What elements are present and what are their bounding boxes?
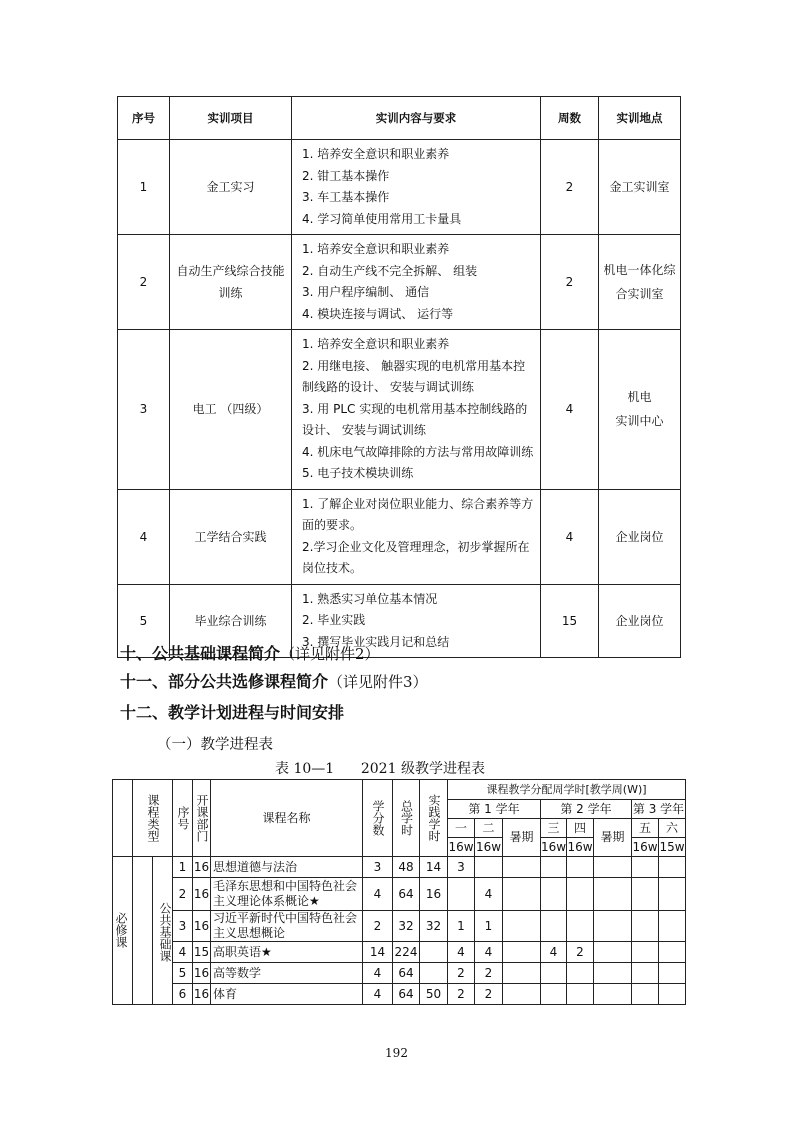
header-course-type: 课程类型 (133, 780, 173, 857)
heading-note: （详见附件2） (280, 645, 380, 663)
course-name: 体育 (211, 984, 363, 1005)
header-course-name: 课程名称 (211, 780, 363, 857)
training-content-item: 2. 用继电接、 触器实现的电机常用基本控制线路的设计、 安装与调试训练 (302, 358, 526, 394)
semester-hours (503, 878, 541, 911)
semester-hours (594, 963, 632, 984)
training-content-item: 5. 电子技术模块训练 (302, 466, 414, 480)
training-content-item: 3. 撰写毕业实践月记和总结 (302, 634, 450, 649)
course-name: 毛泽东思想和中国特色社会主义理论体系概论★ (211, 878, 363, 911)
training-content-item: 3. 车工基本操作 (302, 190, 390, 204)
header-year-2: 第 2 学年 (541, 800, 632, 819)
training-weeks: 15 (541, 584, 599, 658)
header-weeks-5: 16w (632, 838, 659, 857)
course-hours: 32 (393, 911, 420, 942)
training-content (292, 235, 541, 330)
header-summer-1: 暑期 (503, 819, 541, 857)
course-credit: 4 (363, 963, 393, 984)
training-weeks: 4 (541, 489, 599, 584)
semester-hours (659, 984, 686, 1005)
course-name: 高职英语★ (211, 942, 363, 963)
course-dept: 16 (193, 878, 211, 911)
training-content (292, 330, 541, 490)
semester-hours (503, 963, 541, 984)
training-content-item: 3. 用户程序编制、 通信 (302, 285, 430, 299)
course-dept: 16 (193, 963, 211, 984)
training-table (117, 96, 681, 658)
training-row (118, 330, 681, 490)
schedule-caption: 表 10—1 2021 级教学进程表 (275, 761, 485, 777)
course-dept: 16 (193, 857, 211, 878)
semester-hours (594, 942, 632, 963)
semester-hours (541, 911, 567, 942)
semester-hours (659, 911, 686, 942)
semester-hours (541, 857, 567, 878)
header-sem-5: 五 (632, 819, 659, 838)
schedule-row (113, 911, 686, 942)
header-distribution: 课程教学分配周学时[教学周(W)] (448, 780, 686, 800)
blank-subcategory (133, 857, 153, 1005)
training-location: 机电 实训中心 (599, 330, 681, 490)
training-no: 5 (118, 584, 170, 658)
header-weeks-4: 16w (567, 838, 594, 857)
training-location: 企业岗位 (599, 584, 681, 658)
header-weeks-6: 15w (659, 838, 686, 857)
heading-note: （详见附件3） (328, 673, 428, 691)
header-dept: 开课部门 (193, 780, 211, 857)
semester-hours (632, 857, 659, 878)
course-credit: 4 (363, 878, 393, 911)
course-hours: 48 (393, 857, 420, 878)
semester-hours: 2 (475, 963, 503, 984)
course-practice: 50 (420, 984, 448, 1005)
semester-hours: 2 (448, 984, 475, 1005)
semester-hours: 1 (475, 911, 503, 942)
schedule-row (113, 963, 686, 984)
semester-hours (541, 984, 567, 1005)
training-content-item: 1. 熟悉实习单位基本情况 (302, 591, 438, 606)
training-content-item: 2. 钳工基本操作 (302, 168, 390, 183)
course-seq: 4 (173, 942, 193, 963)
course-seq: 3 (173, 911, 193, 942)
training-project: 工学结合实践 (170, 489, 292, 584)
semester-hours (594, 878, 632, 911)
semester-hours (475, 857, 503, 878)
schedule-row (113, 857, 686, 878)
header-practice: 实践学时 (420, 780, 448, 857)
training-project: 电工 （四级） (170, 330, 292, 490)
training-no: 3 (118, 330, 170, 490)
training-content-item: 1. 培养安全意识和职业素养 (302, 242, 450, 256)
training-no: 4 (118, 489, 170, 584)
schedule-row (113, 984, 686, 1005)
header-sem-1: 一 (448, 819, 475, 838)
semester-hours (567, 984, 594, 1005)
semester-hours (659, 963, 686, 984)
header-year-3: 第 3 学年 (632, 800, 686, 819)
semester-hours: 2 (475, 984, 503, 1005)
course-name: 高等数学 (211, 963, 363, 984)
training-content-item: 4. 模块连接与调试、 运行等 (302, 306, 454, 321)
category-required: 必修课 (113, 857, 133, 1005)
training-no: 2 (118, 235, 170, 330)
header-content: 实训内容与要求 (292, 97, 541, 140)
training-weeks: 2 (541, 140, 599, 235)
training-project: 金工实习 (170, 140, 292, 235)
semester-hours (503, 857, 541, 878)
heading-title: 十、公共基础课程简介 (120, 644, 281, 663)
semester-hours (594, 911, 632, 942)
schedule-row (113, 942, 686, 963)
heading-public-elective (120, 669, 428, 692)
course-practice: 14 (420, 857, 448, 878)
semester-hours (632, 878, 659, 911)
semester-hours (567, 911, 594, 942)
schedule-row (113, 878, 686, 911)
training-row (118, 140, 681, 235)
training-content-item: 2. 自动生产线不完全拆解、 组装 (302, 263, 478, 278)
header-sem-3: 三 (541, 819, 567, 838)
course-dept: 16 (193, 984, 211, 1005)
semester-hours (632, 984, 659, 1005)
semester-hours (567, 963, 594, 984)
training-content-item: 4. 学习简单使用常用工卡量具 (302, 211, 462, 226)
semester-hours (503, 911, 541, 942)
header-summer-2: 暑期 (594, 819, 632, 857)
training-content-item: 2. 毕业实践 (302, 613, 366, 627)
schedule-table-body (113, 857, 686, 1005)
course-practice: 16 (420, 878, 448, 911)
course-hours: 224 (393, 942, 420, 963)
header-year-1: 第 1 学年 (448, 800, 541, 819)
semester-hours (659, 942, 686, 963)
course-credit: 14 (363, 942, 393, 963)
heading-title: 十一、部分公共选修课程简介 (120, 672, 329, 691)
training-location: 机电一体化综合实训室 (599, 235, 681, 330)
semester-hours (659, 878, 686, 911)
course-hours: 64 (393, 963, 420, 984)
training-row (118, 489, 681, 584)
semester-hours (659, 857, 686, 878)
header-weeks: 周数 (541, 97, 599, 140)
semester-hours (632, 942, 659, 963)
course-credit: 2 (363, 911, 393, 942)
course-seq: 1 (173, 857, 193, 878)
course-name: 习近平新时代中国特色社会主义思想概论 (211, 911, 363, 942)
semester-hours: 3 (448, 857, 475, 878)
semester-hours: 4 (475, 942, 503, 963)
header-weeks-2: 16w (475, 838, 503, 857)
schedule-table (112, 779, 686, 1005)
training-row (118, 235, 681, 330)
training-project: 自动生产线综合技能训练 (170, 235, 292, 330)
semester-hours (448, 878, 475, 911)
heading-title: 十二、教学计划进程与时间安排 (120, 703, 345, 722)
semester-hours (503, 984, 541, 1005)
training-content-item: 1. 了解企业对岗位职业能力、综合素养等方面的要求。 (302, 496, 534, 532)
training-weeks: 2 (541, 235, 599, 330)
semester-hours: 4 (448, 942, 475, 963)
course-hours: 64 (393, 878, 420, 911)
semester-hours (503, 942, 541, 963)
course-credit: 4 (363, 984, 393, 1005)
header-weeks-3: 16w (541, 838, 567, 857)
course-credit: 3 (363, 857, 393, 878)
header-no: 序号 (118, 97, 170, 140)
course-practice (420, 963, 448, 984)
course-seq: 5 (173, 963, 193, 984)
header-sem-2: 二 (475, 819, 503, 838)
course-seq: 2 (173, 878, 193, 911)
semester-hours (567, 857, 594, 878)
course-practice (420, 942, 448, 963)
header-seq: 序号 (173, 780, 193, 857)
training-content (292, 140, 541, 235)
semester-hours: 4 (541, 942, 567, 963)
semester-hours (632, 963, 659, 984)
semester-hours: 2 (567, 942, 594, 963)
header-credit: 学分数 (363, 780, 393, 857)
course-hours: 64 (393, 984, 420, 1005)
semester-hours (567, 878, 594, 911)
semester-hours (541, 963, 567, 984)
course-practice: 32 (420, 911, 448, 942)
training-content-item: 3. 用 PLC 实现的电机常用基本控制线路的设计、 安装与调试训练 (302, 401, 528, 437)
semester-hours (541, 878, 567, 911)
training-content-item: 1. 培养安全意识和职业素养 (302, 147, 450, 161)
training-table-body (118, 140, 681, 658)
training-location: 金工实训室 (599, 140, 681, 235)
training-content-item: 2.学习企业文化及管理理念，初步掌握所在岗位技术。 (302, 539, 530, 575)
training-content-item: 4. 机床电气故障排除的方法与常用故障训练 (302, 444, 534, 459)
header-sem-4: 四 (567, 819, 594, 838)
header-location: 实训地点 (599, 97, 681, 140)
heading-teaching-plan (120, 700, 344, 723)
heading-public-basic (120, 641, 380, 664)
header-hours: 总学时 (393, 780, 420, 857)
semester-hours: 2 (448, 963, 475, 984)
training-weeks: 4 (541, 330, 599, 490)
training-no: 1 (118, 140, 170, 235)
semester-hours (594, 984, 632, 1005)
page-number: 192 (385, 1046, 408, 1060)
header-sem-6: 六 (659, 819, 686, 838)
blank-corner (113, 780, 133, 857)
header-project: 实训项目 (170, 97, 292, 140)
training-content-item: 1. 培养安全意识和职业素养 (302, 337, 450, 351)
category-public-basic: 公共基础课 (153, 857, 173, 1005)
training-project: 毕业综合训练 (170, 584, 292, 658)
course-seq: 6 (173, 984, 193, 1005)
course-dept: 16 (193, 911, 211, 942)
subheading-schedule: （一）教学进程表 (157, 737, 273, 753)
semester-hours (594, 857, 632, 878)
course-name: 思想道德与法治 (211, 857, 363, 878)
semester-hours (632, 911, 659, 942)
course-dept: 15 (193, 942, 211, 963)
training-table-header (118, 97, 681, 140)
semester-hours: 4 (475, 878, 503, 911)
header-weeks-1: 16w (448, 838, 475, 857)
semester-hours: 1 (448, 911, 475, 942)
training-content (292, 489, 541, 584)
training-location: 企业岗位 (599, 489, 681, 584)
